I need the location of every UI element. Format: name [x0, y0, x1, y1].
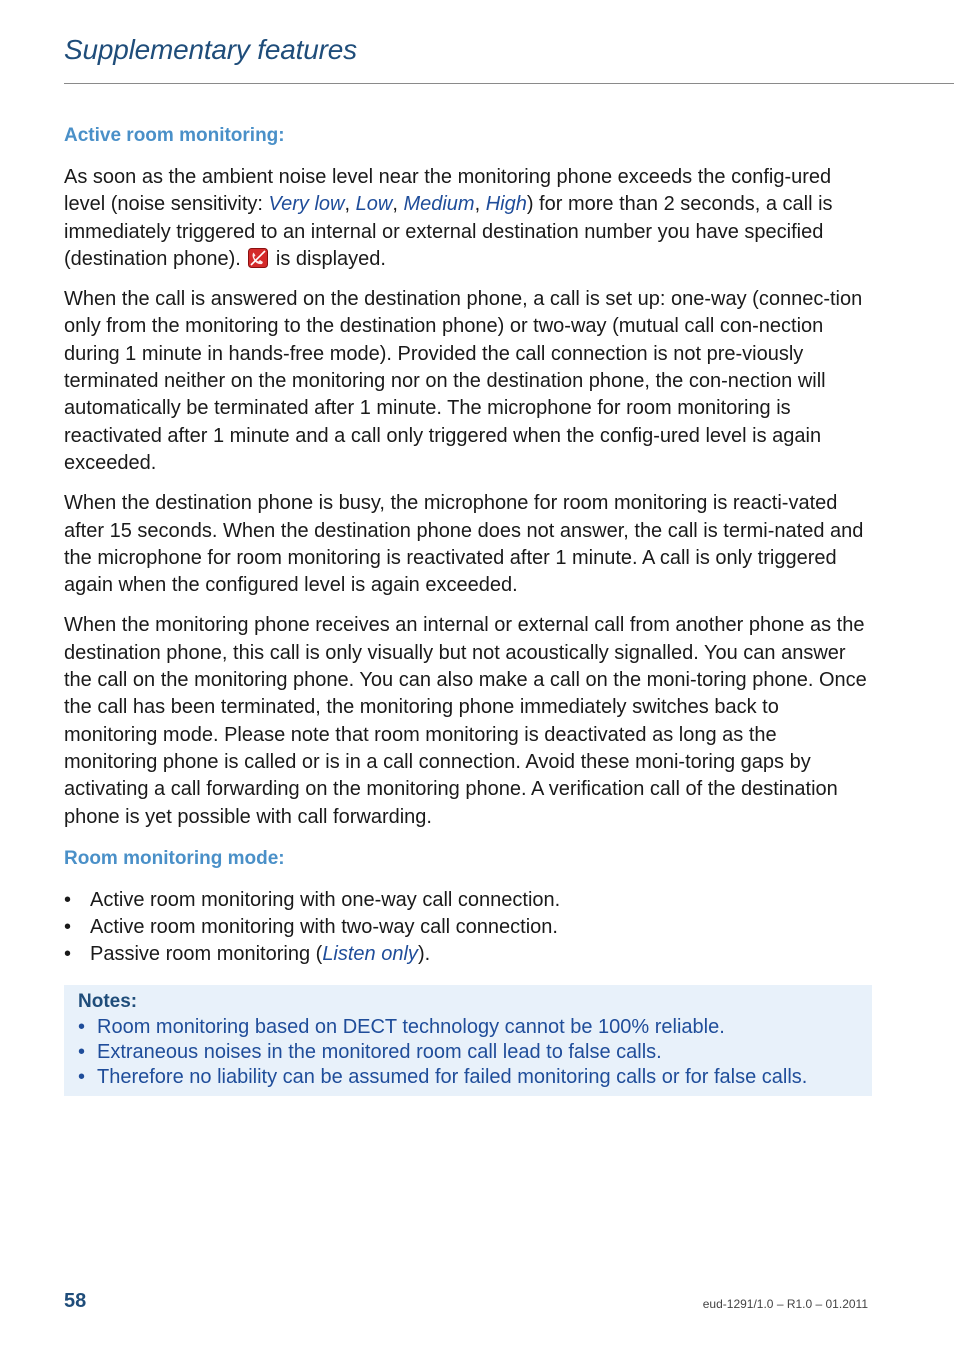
- section-heading-active-room-monitoring: Active room monitoring:: [64, 125, 285, 146]
- section-heading-room-monitoring-mode: Room monitoring mode:: [64, 847, 285, 869]
- page-header-title: Supplementary features: [64, 34, 357, 65]
- paragraph-text: is displayed.: [270, 247, 386, 270]
- bullet: •: [64, 888, 72, 911]
- note-text: Therefore no liability can be assumed for failed monitoring calls or for false calls.: [97, 1065, 808, 1088]
- bullet: •: [78, 1065, 86, 1088]
- list-item-text: Active room monitoring with two-way call connection.: [90, 916, 558, 939]
- paragraph-text: ) for more than 2 seconds, a call is immediately triggered to an internal or external destination number you have specified (destination phone).: [64, 193, 833, 270]
- notes-list: [78, 1015, 858, 1090]
- list-item-text: ).: [417, 943, 431, 966]
- note-item: [78, 1015, 858, 1040]
- bullet: •: [64, 943, 72, 966]
- note-text: Extraneous noises in the monitored room call lead to false calls.: [97, 1040, 662, 1063]
- paragraph-text: As soon as the ambient noise level near the monitoring phone exceeds the config-ured level (noise sensitivity:: [64, 166, 832, 216]
- option-low: Low: [355, 193, 393, 216]
- paragraph-incoming-call: When the monitoring phone receives an internal or external call from another phone as the destination phone, this call is only visually but not acoustically signalled. You can answer the call on the monitoring phone. You can also make a call on the moni-toring phone. Once the call has been terminated, the monitoring phone immediately switches back to monitoring mode. Please note that room monitoring is deactivated as long as the monitoring phone is called or is in a call connection. Avoid these moni-toring gaps by activating a call forwarding on the monitoring phone. A verification call of the destination phone is yet possible with call forwarding.: [64, 614, 867, 828]
- room-monitoring-icon: [248, 248, 268, 268]
- list-item: [64, 914, 872, 941]
- option-high: High: [485, 193, 527, 216]
- paragraph-call-answered: When the call is answered on the destination phone, a call is set up: one-way (connec-tion only from the monitoring to the destination phone) or two-way (mutual call con-nection during 1 minute in hands-free mode). Provided the call connection is not pre-viously terminated neither on the monitoring nor on the destination phone, the con-nection will automatically be terminated after 1 minute. The microphone for room monitoring is reactivated after 1 minute and a call only triggered when the config-ured level is again exceeded.: [64, 288, 863, 474]
- bullet: •: [78, 1015, 86, 1038]
- option-very-low: Very low: [268, 193, 345, 216]
- separator: ,: [392, 193, 404, 216]
- separator: ,: [474, 193, 486, 216]
- notes-box: [64, 985, 872, 1096]
- document-reference: eud-1291/1.0 – R1.0 – 01.2011: [702, 1297, 868, 1311]
- note-item: [78, 1040, 858, 1065]
- bullet: •: [78, 1040, 86, 1063]
- page-number: 58: [64, 1290, 87, 1312]
- main-content: [64, 122, 872, 1096]
- list-item-text: Passive room monitoring (: [90, 943, 323, 966]
- note-item: [78, 1065, 858, 1090]
- list-item: [64, 941, 872, 968]
- paragraph-destination-busy: When the destination phone is busy, the microphone for room monitoring is reacti-vated after 15 seconds. When the destination phone does not answer, the call is termi-nated and the microphone for room monitoring is reactivated after 1 minute. A call is only triggered again when the configured level is again exceeded.: [64, 492, 864, 597]
- option-listen-only: Listen only: [322, 943, 418, 966]
- paragraph-noise-level: [64, 164, 872, 273]
- option-medium: Medium: [403, 193, 475, 216]
- note-text: Room monitoring based on DECT technology cannot be 100% reliable.: [97, 1015, 725, 1038]
- separator: ,: [344, 193, 356, 216]
- notes-title: Notes:: [78, 990, 138, 1012]
- mode-list: [64, 887, 872, 969]
- header-divider: [64, 83, 954, 84]
- bullet: •: [64, 916, 72, 939]
- list-item: [64, 887, 872, 914]
- list-item-text: Active room monitoring with one-way call connection.: [90, 888, 561, 911]
